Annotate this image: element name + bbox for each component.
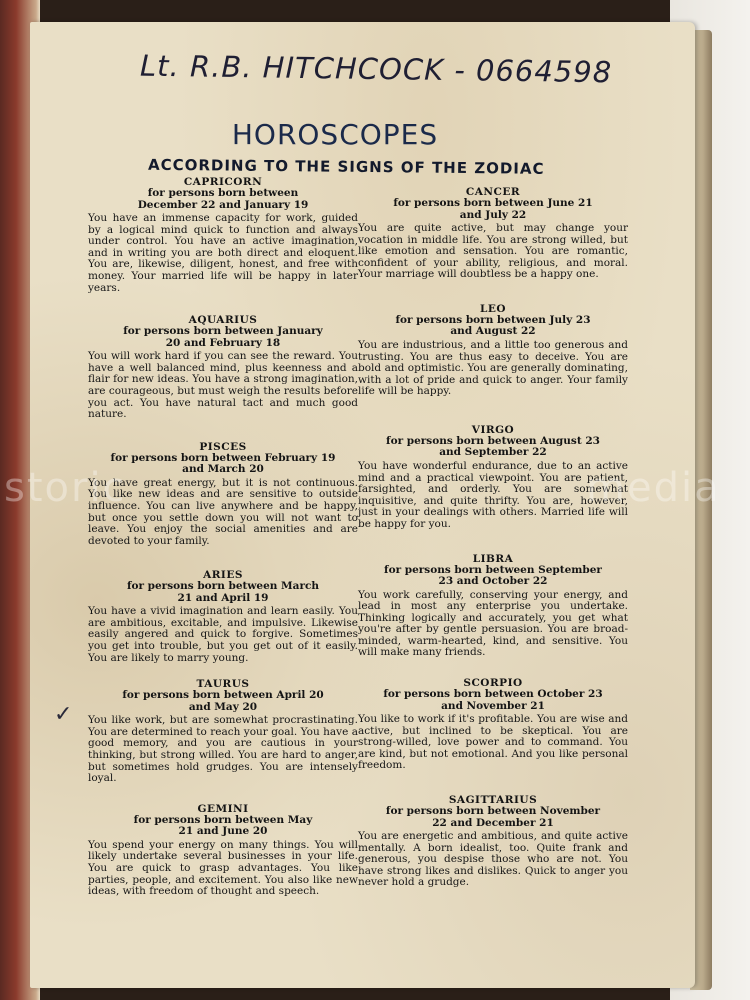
sign-dates: for persons born between October 23 and November 21 (383, 688, 603, 712)
watermark-right-text: media (586, 465, 721, 511)
check-mark-icon: ✓ (54, 702, 73, 727)
sign-name: VIRGO (471, 423, 515, 436)
sign-dates: for persons born between January 20 and February 18 (123, 325, 323, 349)
sign-description: You like to work if it's profitable. You are wise and active, but inclined to be skeptical. You are strong-willed, love power and to command. You are kind, but not emotional. And you like personal freedom. (358, 713, 628, 772)
sign-name: LIBRA (472, 552, 514, 565)
horoscope-entry-aries (88, 569, 358, 664)
sign-name: SAGITTARIUS (448, 794, 538, 807)
sign-dates: for persons born between August 23 and September 22 (386, 434, 600, 459)
sign-description: You like work, but are somewhat procrastinating. You are determined to reach your goal. You have a good memory, and you are cautious in your thinking, but strong willed. You are hard to anger, but sometimes hold grudges. You are intensely loyal. (88, 714, 358, 785)
sign-name: ARIES (203, 569, 243, 582)
sign-name: CAPRICORN (183, 176, 263, 188)
sign-dates: for persons born between December 22 and January 19 (137, 187, 309, 211)
sign-dates: for persons born between November 22 and December 21 (385, 805, 601, 829)
page-subtitle: ACCORDING TO THE SIGNS OF THE ZODIAC (147, 155, 545, 178)
horoscope-entry-pisces (88, 441, 358, 548)
horoscope-entry-aquarius (88, 314, 358, 421)
sign-name: AQUARIUS (188, 314, 258, 327)
sign-name: TAURUS (196, 678, 250, 691)
sign-name: GEMINI (197, 802, 249, 815)
horoscope-entry-cancer (358, 186, 628, 281)
horoscope-entry-libra (358, 553, 628, 660)
horoscope-entry-leo (358, 303, 628, 398)
left-column (88, 176, 358, 898)
sign-dates: for persons born between September 23 and October 22 (384, 563, 602, 587)
sign-dates: for persons born between July 23 and August 22 (395, 313, 591, 338)
horoscope-entry-scorpio (358, 677, 628, 772)
sign-description: You are quite active, but may change your vocation in middle life. You are strong willed, but like emotion and sensation. You are romantic, confident of your ability, religious, and moral. Your marriage will doubtless be a happy one. (358, 222, 628, 281)
horoscope-entry-sagittarius (358, 794, 628, 889)
sign-dates: for persons born between March 21 and April 19 (126, 580, 320, 604)
sign-dates: for persons born between June 21 and July 22 (393, 197, 593, 221)
horoscope-entry-gemini (88, 803, 358, 898)
sign-name: PISCES (199, 440, 247, 453)
sign-description: You have great energy, but it is not continuous. You like new ideas and are sensitive to outside influence. You can live anywhere and be happy, but once you settle down you will not want to leave. You enjoy the social amenities and are devoted to your family. (88, 476, 358, 547)
sign-dates: for persons born between May 21 and June 20 (133, 813, 313, 838)
sign-description: You work carefully, conserving your energy, and lead in most any enterprise you undertake. Thinking logically and accurately, you get what you're after by gentle persuasion. You are broad-minded, warm-hearted, kind, and sensitive. You will make many friends. (358, 588, 628, 659)
sign-name: SCORPIO (463, 677, 523, 690)
sign-name: LEO (479, 302, 507, 315)
sign-description: You spend your energy on many things. You will likely undertake several businesses in your life. You are quick to grasp advantages. You like parties, people, and excitement. You also like new ideas, with freedom of thought and speech. (88, 838, 358, 898)
sign-description: You are industrious, and a little too generous and trusting. You are thus easy to deceive. You are bold and optimistic. You are generally dominating, with a lot of pride and quick to anger. Your family life will be happy. (358, 338, 628, 398)
watermark-left-text: storic (4, 465, 127, 511)
handwritten-signature: Lt. R.B. HITCHCOCK - 0664598 (139, 48, 613, 90)
sign-description: You have an immense capacity for work, guided by a logical mind quick to function and always under control. You have an active imagination, and in writing you are both direct and eloquent. You are, likewise, diligent, honest, and free with money. Your married life will be happy in later years. (88, 212, 358, 294)
sign-description: You are energetic and ambitious, and quite active mentally. A born idealist, too. Quite frank and generous, you despise those who are not. You have strong likes and dislikes. Quick to anger you never hold a grudge. (358, 830, 628, 889)
sign-name: CANCER (465, 186, 521, 198)
right-column (358, 186, 628, 889)
sign-dates: for persons born between February 19 and March 20 (110, 451, 336, 476)
horoscope-entry-capricorn (88, 176, 358, 294)
sign-dates: for persons born between April 20 and May 20 (122, 689, 324, 713)
page-title: HOROSCOPES (231, 118, 439, 151)
sign-description: You have a vivid imagination and learn easily. You are ambitious, excitable, and impulsive. Likewise easily angered and quick to forgive. Sometimes you get into trouble, but you get out of it easily. You are likely to marry young. (88, 605, 358, 664)
sign-description: You will work hard if you can see the reward. You have a well balanced mind, plus keenness and a flair for new ideas. You have a strong imagination, are courageous, but must weigh the results before you act. You have natural tact and much good nature. (88, 350, 358, 421)
sign-description: You have wonderful endurance, due to an active mind and a practical viewpoint. You are patient, farsighted, and orderly. You are somewhat inquisitive, and quite thrifty. You are, however, just in your dealings with others. Married life will be happy for you. (358, 459, 628, 530)
horoscope-entry-taurus (88, 678, 358, 785)
